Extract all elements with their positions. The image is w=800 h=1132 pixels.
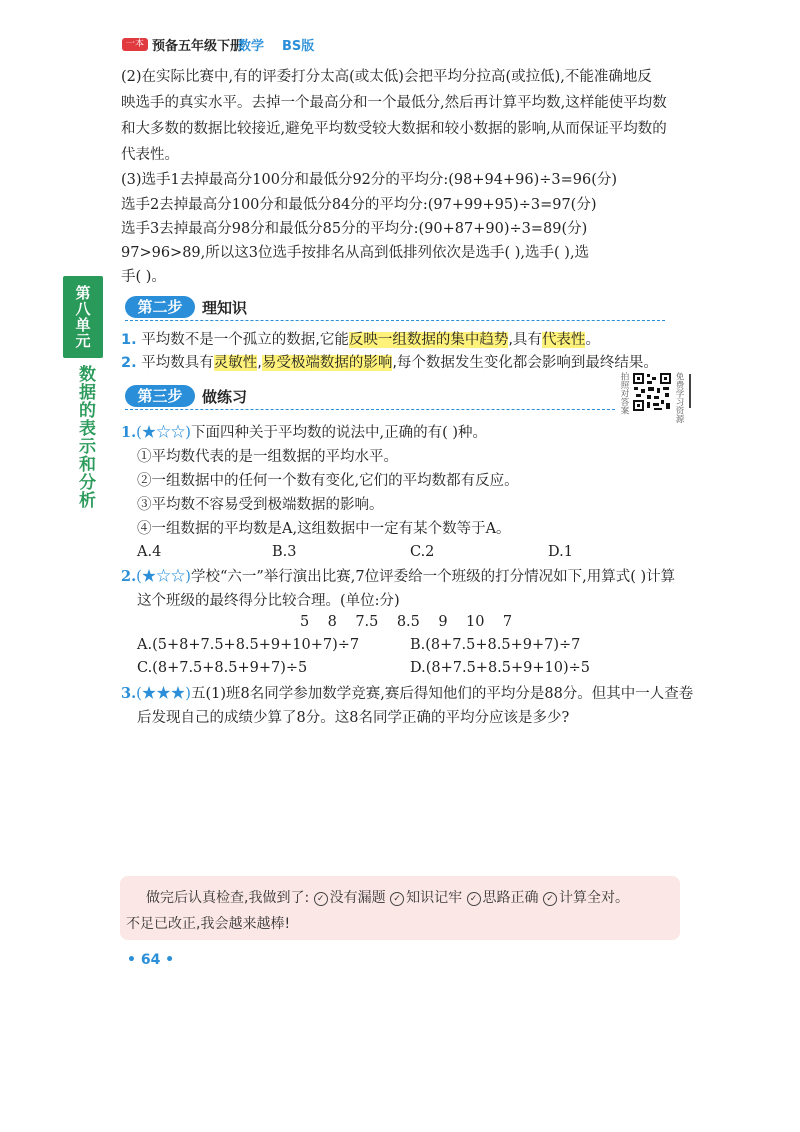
- check-item: 知识记牢: [406, 890, 463, 906]
- q1-option-a: A.4: [137, 544, 162, 560]
- question-number: 1.: [121, 424, 137, 441]
- point-text: ,具有: [508, 332, 542, 348]
- question-text: 五(1)班8名同学参加数学竞赛,赛后得知他们的平均分是88分。但其中一人查卷: [190, 686, 694, 702]
- point-text: 平均数不是一个孤立的数据,它能: [141, 332, 349, 348]
- subject-label: 数学: [238, 39, 265, 54]
- q1-option-c: C.2: [410, 544, 435, 560]
- publisher-logo: 一本: [122, 38, 148, 51]
- question-number: 2.: [121, 568, 137, 585]
- q2-option-b: B.(8+7.5+8.5+9+7)÷7: [410, 637, 581, 653]
- q1-statement: ①平均数代表的是一组数据的平均水平。: [137, 449, 398, 465]
- point-text: ,: [257, 355, 262, 371]
- edition-label: BS版: [282, 39, 315, 54]
- unit-name: 数据的表示和分析: [75, 365, 95, 509]
- q1-option-d: D.1: [548, 544, 573, 560]
- question-number: 3.: [121, 685, 137, 702]
- q2-option-d: D.(8+7.5+8.5+9+10)÷5: [410, 660, 591, 676]
- self-check-line-1: [146, 887, 629, 907]
- solution-line: 选手3去掉最高分98分和最低分85分的平均分:(90+87+90)÷3=89(分): [121, 221, 588, 237]
- difficulty-stars: (★☆☆): [136, 425, 191, 441]
- question-text: 这个班级的最终得分比较合理。(单位:分): [137, 593, 400, 609]
- q2-option-a: A.(5+8+7.5+8.5+9+10+7)÷7: [137, 637, 360, 653]
- step2-divider: [125, 320, 665, 321]
- self-check-line-2: 不足已改正,我会越来越棒!: [126, 916, 291, 932]
- qr-side-bar: [689, 374, 691, 408]
- check-circle-icon[interactable]: ✓: [314, 892, 328, 906]
- q1-statement: ③平均数不容易受到极端数据的影响。: [137, 497, 384, 513]
- knowledge-point-2: [121, 353, 658, 373]
- step3-badge: 第三步: [125, 385, 195, 407]
- question-2-stem: [121, 567, 675, 587]
- point-number: 1.: [121, 332, 137, 348]
- solution-line: (3)选手1去掉最高分100分和最低分92分的平均分:(98+94+96)÷3=96(分): [121, 172, 618, 188]
- score-list: 5 8 7.5 8.5 9 10 7: [300, 614, 513, 630]
- difficulty-stars: (★★★): [136, 686, 191, 702]
- highlight-text: 灵敏性: [213, 355, 258, 371]
- step3-divider: [125, 409, 615, 410]
- check-item: 思路正确: [482, 890, 539, 906]
- qr-code-icon[interactable]: [632, 372, 672, 412]
- book-title: 预备五年级下册: [152, 39, 244, 54]
- unit-tab: 第八单元: [63, 276, 103, 358]
- check-item: 计算全对。: [558, 890, 629, 906]
- solution-line: 映选手的真实水平。去掉一个最高分和一个最低分,然后再计算平均数,这样能使平均数: [121, 95, 667, 111]
- step2-badge: 第二步: [125, 296, 195, 318]
- solution-line: 和大多数的数据比较接近,避免平均数受较大数据和较小数据的影响,从而保证平均数的: [121, 121, 667, 137]
- step2-title: 理知识: [202, 299, 248, 317]
- difficulty-stars: (★☆☆): [136, 569, 191, 585]
- point-number: 2.: [121, 355, 137, 371]
- point-text: 。: [585, 332, 600, 348]
- check-circle-icon[interactable]: ✓: [390, 892, 404, 906]
- q2-option-c: C.(8+7.5+8.5+9+7)÷5: [137, 660, 308, 676]
- question-text: 后发现自己的成绩少算了8分。这8名同学正确的平均分应该是多少?: [137, 710, 570, 726]
- qr-right-label: 免费学习资源: [674, 372, 684, 423]
- q1-statement: ④一组数据的平均数是A,这组数据中一定有某个数等于A。: [137, 521, 511, 537]
- solution-line: 97>96>89,所以这3位选手按排名从高到低排列依次是选手( ),选手( ),选: [121, 245, 590, 261]
- q1-option-b: B.3: [272, 544, 297, 560]
- step3-title: 做练习: [202, 388, 248, 406]
- question-text: 学校“六一”举行演出比赛,7位评委给一个班级的打分情况如下,用算式( )计算: [190, 569, 676, 585]
- q1-statement: ②一组数据中的任何一个数有变化,它们的平均数都有反应。: [137, 473, 519, 489]
- solution-line: 选手2去掉最高分100分和最低分84分的平均分:(97+99+95)÷3=97(分): [121, 197, 597, 213]
- check-item: 没有漏题: [329, 890, 386, 906]
- highlight-text: 反映一组数据的集中趋势: [348, 332, 509, 348]
- solution-line: 手( )。: [121, 269, 166, 285]
- check-lead: 做完后认真检查,我做到了:: [146, 890, 310, 906]
- point-text: 平均数具有: [141, 355, 214, 371]
- knowledge-point-1: [121, 330, 600, 350]
- point-text: ,每个数据发生变化都会影响到最终结果。: [392, 355, 658, 371]
- check-circle-icon[interactable]: ✓: [543, 892, 557, 906]
- highlight-text: 代表性: [541, 332, 586, 348]
- solution-line: 代表性。: [121, 147, 179, 163]
- question-text: 下面四种关于平均数的说法中,正确的有( )种。: [190, 425, 487, 441]
- solution-line: (2)在实际比赛中,有的评委打分太高(或太低)会把平均分拉高(或拉低),不能准确地反: [121, 69, 652, 85]
- question-1-stem: [121, 423, 487, 443]
- check-circle-icon[interactable]: ✓: [467, 892, 481, 906]
- page-number: • 64 •: [127, 952, 175, 968]
- question-3-stem: [121, 684, 693, 704]
- qr-left-label: 拍照对答案: [619, 372, 629, 415]
- highlight-text: 易受极端数据的影响: [261, 355, 393, 371]
